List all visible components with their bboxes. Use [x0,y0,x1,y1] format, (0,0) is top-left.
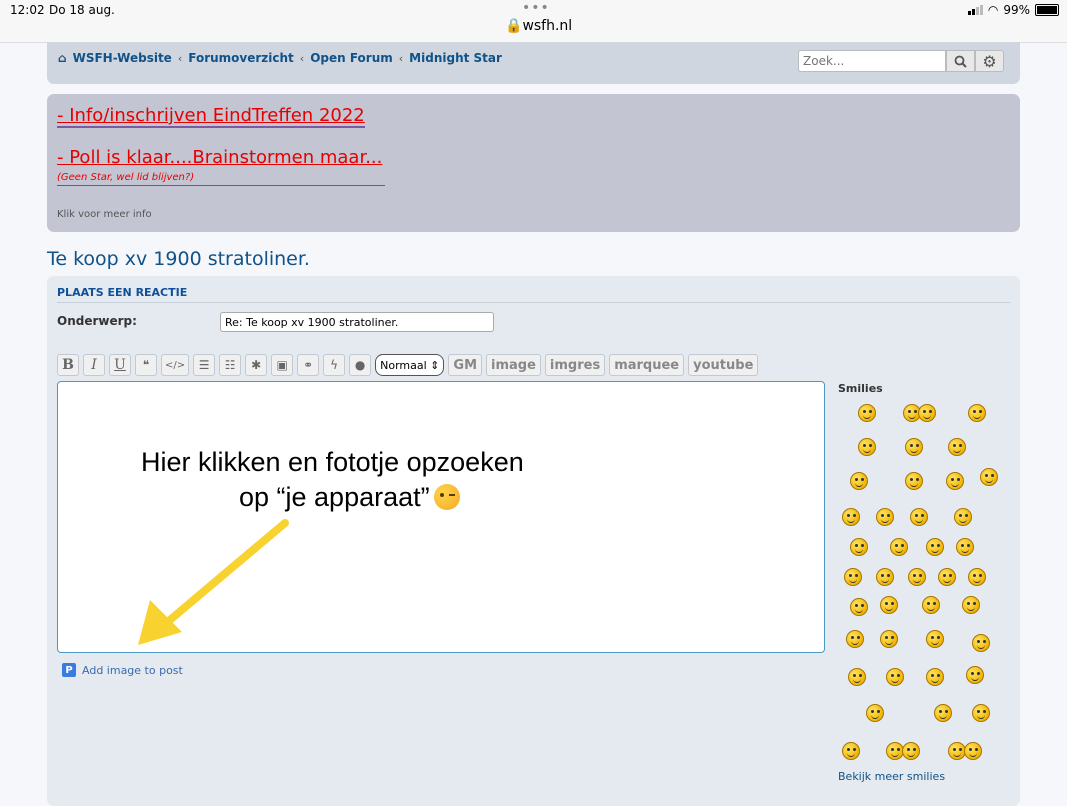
color-button[interactable]: ● [349,354,371,376]
smiley-icon[interactable] [968,568,986,586]
smiley-icon[interactable] [954,508,972,526]
marquee-button[interactable]: marquee [609,354,684,376]
font-size-select[interactable] [375,354,444,376]
smiley-icon[interactable] [844,568,862,586]
reply-panel [47,276,1020,806]
smiley-icon[interactable] [938,568,956,586]
smiley-icon[interactable] [948,438,966,456]
smilies-heading: Smilies [838,382,883,395]
announcement-box [47,94,1020,232]
tab-dots-icon[interactable]: ••• [522,0,550,16]
smiley-icon[interactable] [968,404,986,422]
smiley-icon[interactable] [848,668,866,686]
breadcrumb-separator: ‹ [299,51,305,65]
list-button[interactable]: ☰ [193,354,215,376]
smilies-grid [838,396,1018,766]
smiley-icon[interactable] [850,538,868,556]
announcement-link-eindtreffen[interactable]: - Info/inschrijven EindTreffen 2022 [57,105,365,126]
code-button[interactable]: </> [161,354,189,376]
annotation-line-1: Hier klikken en fototje opzoeken [141,447,524,477]
status-time: 12:02 [10,3,45,17]
smiley-icon[interactable] [876,568,894,586]
add-image-label: Add image to post [82,663,183,677]
subject-input[interactable] [220,312,494,332]
youtube-button[interactable]: youtube [688,354,758,376]
ios-status-bar [0,0,1067,43]
postimage-icon: P [62,663,76,677]
italic-button[interactable]: I [83,354,105,376]
smiley-icon[interactable] [850,472,868,490]
announcement-link-poll[interactable]: - Poll is klaar....Brainstormen maar... [57,147,383,168]
topic-title[interactable]: Te koop xv 1900 stratoliner. [47,248,310,270]
smiley-icon[interactable] [972,634,990,652]
announcement-subtext: (Geen Star, wel lid blijven?) [57,172,385,186]
message-textarea[interactable] [57,381,825,653]
underline-button[interactable]: U [109,354,131,376]
quote-button[interactable]: ❝ [135,354,157,376]
list-item-button[interactable]: ✱ [245,354,267,376]
subject-label: Onderwerp: [57,314,137,328]
home-icon[interactable]: ⌂ [58,51,67,65]
smiley-icon[interactable] [966,666,984,684]
search-input[interactable] [798,50,946,72]
font-size-value: Normaal [380,358,427,372]
chevron-updown-icon: ⇕ [430,358,440,372]
smiley-icon[interactable] [850,598,868,616]
breadcrumb-separator: ‹ [398,51,404,65]
breadcrumb-item-midnight-star[interactable]: Midnight Star [409,51,502,65]
url-text: wsfh.nl [522,18,573,34]
announcement-more-info[interactable]: Klik voor meer info [57,209,152,220]
smiley-icon[interactable] [876,508,894,526]
imgres-button[interactable]: imgres [545,354,605,376]
smiley-icon[interactable] [886,668,904,686]
smiley-icon[interactable] [910,508,928,526]
status-right [968,3,1059,17]
breadcrumb-item-open-forum[interactable]: Open Forum [310,51,393,65]
smiley-icon[interactable] [956,538,974,556]
gear-icon: ⚙ [982,51,997,71]
gm-button[interactable]: GM [448,354,482,376]
image-button[interactable]: ▣ [271,354,293,376]
smiley-icon[interactable] [908,568,926,586]
bbcode-toolbar [57,354,758,376]
smiley-icon[interactable] [880,596,898,614]
smiley-icon[interactable] [926,538,944,556]
wink-emoji-icon [434,484,460,510]
address-bar[interactable] [505,18,572,34]
flash-button[interactable]: ϟ [323,354,345,376]
smiley-icon[interactable] [926,668,944,686]
smiley-icon[interactable] [972,704,990,722]
divider [57,302,1010,303]
smiley-icon[interactable] [922,596,940,614]
smiley-icon[interactable] [964,742,982,760]
smiley-icon[interactable] [905,472,923,490]
image-tag-button[interactable]: image [486,354,541,376]
smiley-icon[interactable] [866,704,884,722]
smiley-icon[interactable] [858,438,876,456]
add-image-link[interactable] [62,663,183,677]
smiley-icon[interactable] [902,742,920,760]
smiley-icon[interactable] [918,404,936,422]
navbar [47,42,1020,84]
ordered-list-button[interactable]: ☷ [219,354,241,376]
status-date: Do 18 aug. [49,3,115,17]
smiley-icon[interactable] [946,472,964,490]
smiley-icon[interactable] [905,438,923,456]
battery-percent: 99% [1003,3,1030,17]
advanced-search-button[interactable] [975,50,1004,72]
bold-button[interactable]: B [57,354,79,376]
breadcrumb-item-forumoverzicht[interactable]: Forumoverzicht [188,51,294,65]
lock-icon: 🔒 [505,18,523,34]
wifi-icon: ◠ [987,3,999,17]
smiley-icon[interactable] [842,508,860,526]
search-icon [954,55,967,68]
breadcrumb-separator: ‹ [177,51,183,65]
annotation-line-2-text: op “je apparaat” [239,482,430,512]
breadcrumb-item-website[interactable]: WSFH-Website [72,51,172,65]
battery-icon [1035,4,1059,16]
annotation-line-2 [239,482,460,513]
smiley-icon[interactable] [842,742,860,760]
signal-icon [968,5,983,15]
reply-header: PLAATS EEN REACTIE [57,286,188,299]
breadcrumb [58,51,502,65]
smiley-icon[interactable] [846,630,864,648]
smiley-icon[interactable] [858,404,876,422]
search-button[interactable] [946,50,975,72]
smiley-icon[interactable] [980,468,998,486]
smiley-icon[interactable] [880,630,898,648]
smiley-icon[interactable] [890,538,908,556]
smiley-icon[interactable] [962,596,980,614]
smiley-icon[interactable] [934,704,952,722]
more-smilies-link[interactable]: Bekijk meer smilies [838,770,946,783]
smiley-icon[interactable] [926,630,944,648]
link-button[interactable]: ⚭ [297,354,319,376]
